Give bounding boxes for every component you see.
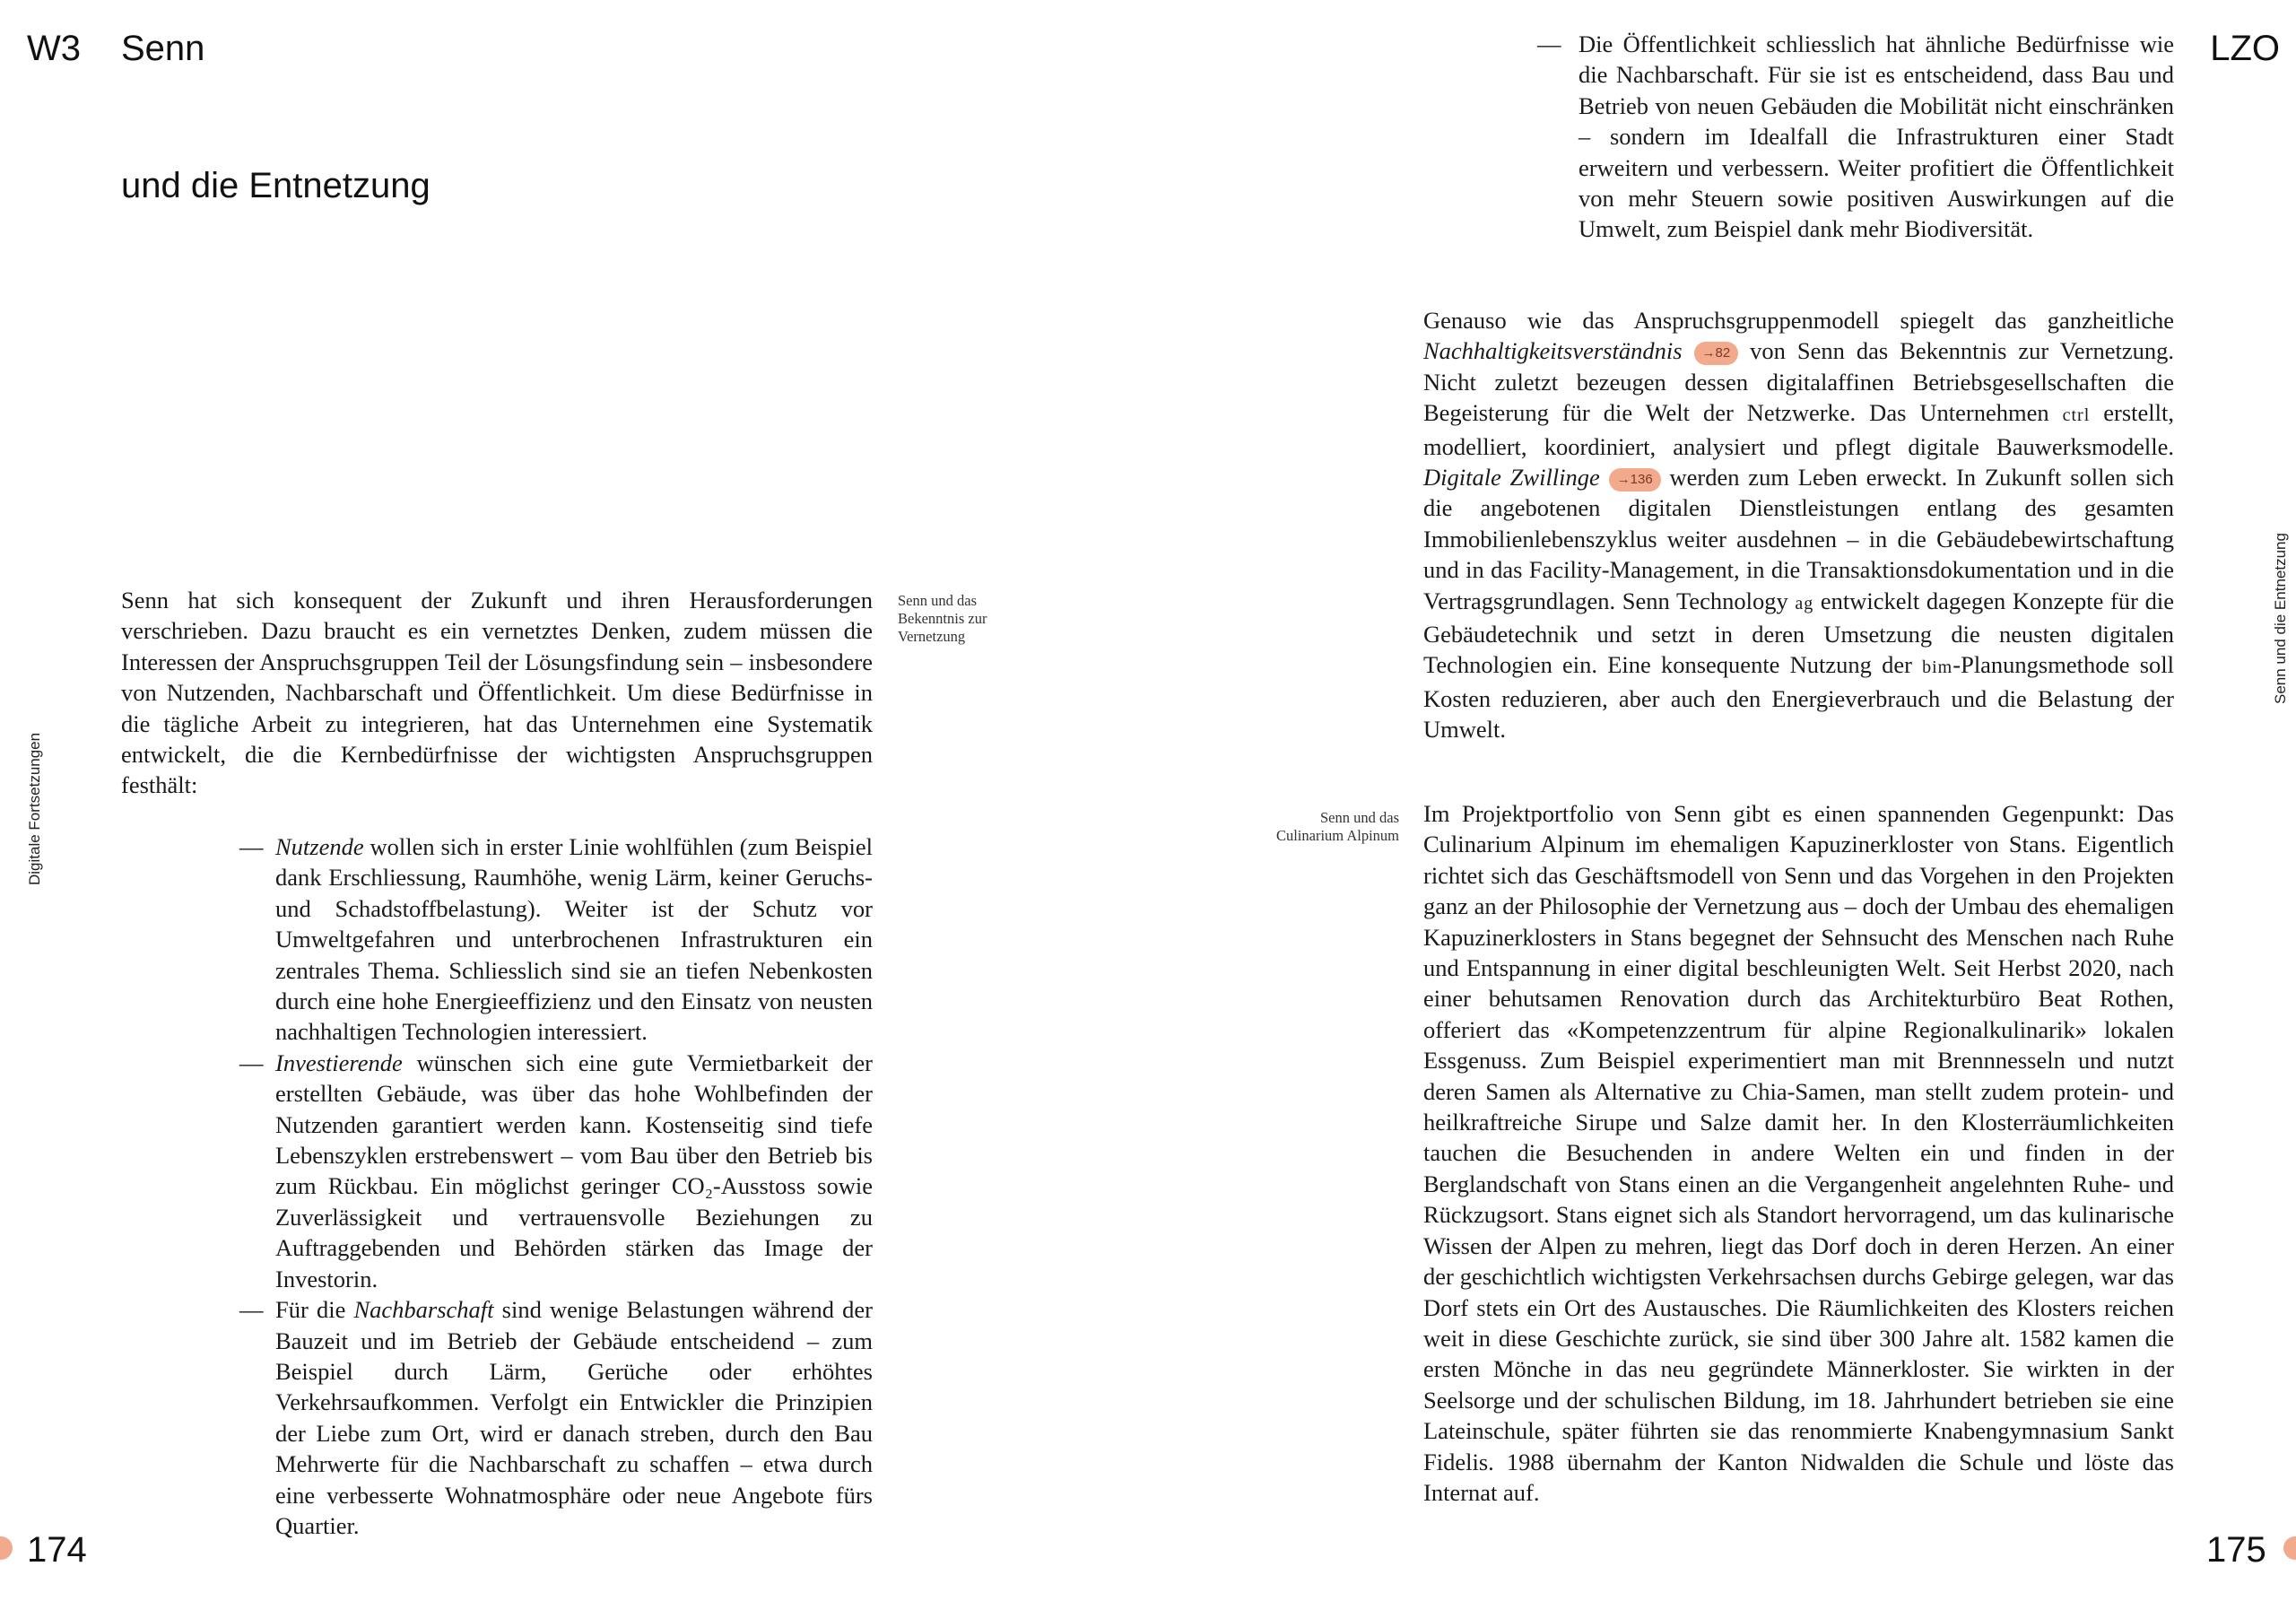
page-reference-link[interactable]: →136 <box>1609 468 1661 492</box>
bullet-dash: — <box>239 833 264 860</box>
emphasis-term: Digitale Zwillinge <box>1423 464 1600 492</box>
small-caps-term: ag <box>1795 593 1814 613</box>
bullet-dash: — <box>1537 30 1561 57</box>
page-marker-dot <box>2283 1536 2296 1560</box>
page-number-right: 175 <box>2206 1530 2266 1570</box>
list-item: — Nutzende wollen sich in erster Linie wohlfühlen (zum Beispiel dank Erschliessung, Raumhöhe, wenig Lärm, keiner Geruchs- und Schadstoffbelastung). Weiter ist der Schutz vor Umweltgefahren und unterbrochenen Infrastrukturen ein zentrales Thema. Schliesslich sind sie an tiefen Nebenkosten durch eine hohe Energieeffizienz und den Einsatz von neusten nachhaltigen Technologien interessiert. <box>239 833 873 1046</box>
page-reference-link[interactable]: →82 <box>1694 342 1739 365</box>
emphasis-term: Nachhaltigkeitsverständnis <box>1423 337 1683 365</box>
public-bullet <box>1537 29 2174 245</box>
emphasis-term: Investierende <box>275 1048 403 1076</box>
margin-note-vernetzung: Senn und das Bekenntnis zur Vernetzung <box>898 592 987 645</box>
paragraph-vernetzung: Genauso wie das Anspruchsgruppenmodell spiegelt das ganzheitliche Nachhaltigkeitsverständnis →82 von Senn das Bekenntnis zur Vernetzung. Nicht zuletzt bezeugen dessen digitalaffinen Betriebsgesellschaften die Begeisterung für die Welt der Netzwerke. Das Unternehmen ctrl erstellt, modelliert, koordiniert, analysiert und pflegt digitale Bauwerksmodelle. Digitale Zwillinge →136 werden zum Leben erweckt. In Zukunft sollen sich die angebotenen digitalen Dienstleistungen entlang des gesamten Immobilienlebenszyklus weiter ausdehnen – in die Gebäudebewirtschaftung und in das Facility-Management, in die Transaktionsdokumentation und in die Vertragsgrundlagen. Senn Technology ag entwickelt dagegen Konzepte für die Gebäudetechnik und setzt in deren Umsetzung die neusten digitalen Technologien ein. Eine konsequente Nutzung der bim-Planungsmethode soll Kosten reduzieren, aber auch den Energieverbrauch und die Belastung der Umwelt. <box>1423 307 2175 744</box>
page-number-left: 174 <box>27 1530 87 1570</box>
list-item: — Die Öffentlichkeit schliesslich hat ähnliche Bedürfnisse wie die Nachbarschaft. Für sie ist es entscheidend, dass Bau und Betrieb von neuen Gebäuden die Mobilität nicht einschränken – sondern im Idealfall die Infrastrukturen einer Stadt erweitern und verbessern. Weiter profitiert die Öffentlichkeit von mehr Steuern sowie positiven Auswirkungen auf die Umwelt, zum Beispiel dank mehr Biodiversität. <box>1537 30 2174 243</box>
chapter-title: und die Entnetzung <box>121 166 430 205</box>
list-item: — Investierende wünschen sich eine gute Vermietbarkeit der erstellten Gebäude, was über das hohe Wohlbefinden der Nutzenden garantiert werden kann. Kostenseitig sind tiefe Lebenszyklen erstrebenswert – vom Bau über den Betrieb bis zum Rückbau. Ein möglichst geringer CO₂-Ausstoss sowie Zuverlässigkeit und vertrauensvolle Beziehungen zu Auftraggebenden und Behörden stärken das Image der Investorin. <box>239 1048 873 1292</box>
bullet-dash: — <box>239 1296 264 1324</box>
intro-paragraph <box>121 585 873 801</box>
intro-text: Senn hat sich konsequent der Zukunft und ihren Herausforderungen verschrieben. Dazu braucht es ein vernetztes Denken, zudem müssen die Interessen der Anspruchsgruppen Teil der Lösungsfindung sein – insbesondere von Nutzenden, Nachbarschaft und Öffentlichkeit. Um diese Bedürfnisse in die tägliche Arbeit zu integrieren, hat das Unternehmen eine Systematik entwickelt, die die Kernbedürfnisse der wichtigsten Anspruchsgruppen festhält: <box>121 587 873 799</box>
small-caps-term: bim <box>1922 657 1953 678</box>
emphasis-term: Nachbarschaft <box>353 1296 494 1324</box>
section-tag-left: W3 <box>27 29 81 68</box>
bullet-dash: — <box>239 1048 264 1076</box>
paragraph-culinarium: Im Projektportfolio von Senn gibt es einen spannenden Gegenpunkt: Das Culinarium Alpinum im ehemaligen Kapuzinerkloster von Stans. Eigentlich richtet sich das Geschäftsmodell von Senn und das Vorgehen in den Projekten ganz an der Philosophie der Vernetzung aus – doch der Umbau des ehemaligen Kapuzinerklosters in Stans begegnet der Sehnsucht des Menschen nach Ruhe und Entspannung in einer digital beschleunigten Welt. Seit Herbst 2020, nach einer behutsamen Renovation durch das Architekturbüro Beat Rothen, offeriert das «Kompetenzzentrum für alpine Regionalkulinarik» lokalen Essgenuss. Zum Beispiel experimentiert man mit Brennnesseln und nutzt deren Samen als Alternative zu Chia-Samen, man stellt zudem protein- und heilkraftreiche Sirupe und Salze damit her. In den Klosterräumlichkeiten tauchen die Besuchenden in andere Welten ein und finden in der Berglandschaft von Stans einen an die Vergangenheit angelehnten Ruhe- und Rückzugsort. Stans eignet sich als Standort hervorragend, um das kulinarische Wissen der Alpen zu mehren, liegt das Dorf doch in deren Herzen. An einer der geschichtlich wichtigsten Verkehrsachsen durchs Gebirge gelegen, war das Dorf stets ein Ort des Austausches. Die Räumlichkeiten des Klosters reichen weit in diese Geschichte zurück, sie sind über 300 Jahre alt. 1582 kamen die ersten Mönche in das neu gegründete Männerkloster. Sie wirkten in der Seelsorge und der schulischen Bildung, im 18. Jahrhundert betrieben sie eine Lateinschule, später führten sie das renommierte Knabengymnasium Sankt Fidelis. 1988 übernahm der Kanton Nidwalden die Schule und löste das Internat auf. <box>1423 800 2174 1506</box>
running-head-left: Digitale Fortsetzungen <box>26 732 43 885</box>
emphasis-term: Nutzende <box>275 833 364 860</box>
section-title-left: Senn <box>121 29 205 68</box>
page-marker-dot <box>0 1536 13 1560</box>
running-head-right: Senn und die Entnetzung <box>2272 533 2289 704</box>
small-caps-term: ctrl <box>2062 405 2091 426</box>
margin-note-culinarium: Senn und das Culinarium Alpinum <box>1275 809 1399 844</box>
stakeholder-list <box>239 831 873 1541</box>
section-tag-right: LZO <box>2210 29 2280 68</box>
list-item: — Für die Nachbarschaft sind wenige Belastungen während der Bauzeit und im Betrieb der Gebäude entscheidend – zum Beispiel durch Lärm, Gerüche oder erhöhtes Verkehrsaufkommen. Verfolgt ein Entwickler die Prinzipien der Liebe zum Ort, wird er danach streben, durch den Bau Mehrwerte für die Nachbarschaft zu schaffen – etwa durch eine verbesserte Wohnatmosphäre oder neue Angebote fürs Quartier. <box>239 1296 873 1539</box>
